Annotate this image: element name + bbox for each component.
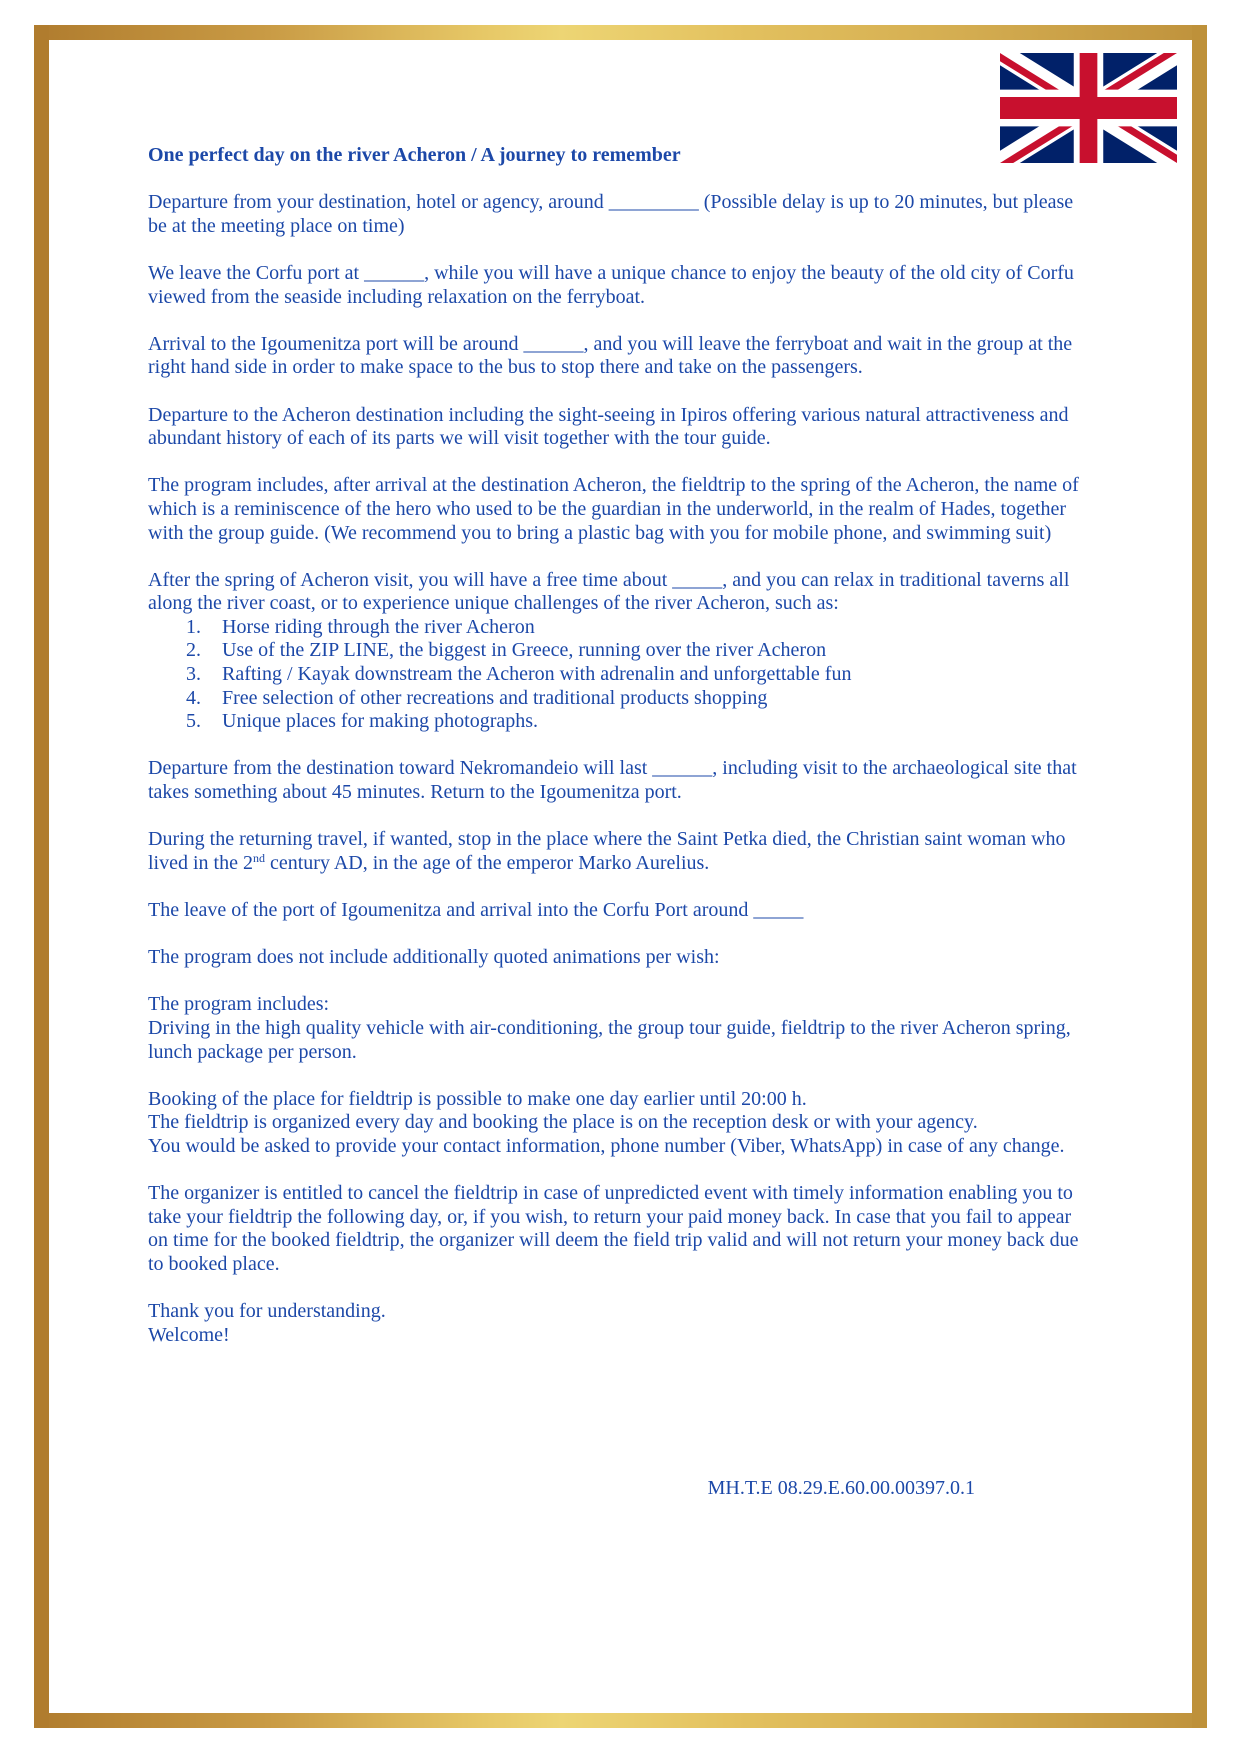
registry-code: MH.T.E 08.29.E.60.00.00397.0.1 <box>707 1477 975 1499</box>
paragraph-departure: Departure from your destination, hotel or agency, around _________ (Possible delay is up to 20 minutes, but please be at the meeting place on time) <box>148 191 1074 237</box>
paragraph-igoumenitza-arrival: Arrival to the Igoumenitza port will be around ______, and you will leave the ferryboat and wait in the group at the right hand side in order to make space to the bus to stop there and take on the passengers. <box>148 332 1073 379</box>
paragraph-return-corfu: The leave of the port of Igoumenitza and arrival into the Corfu Port around _____ <box>148 899 804 921</box>
paragraph-saint-petka: During the returning travel, if wanted, stop in the place where the Saint Petka died, the Christian saint woman who lived in the 2nd century AD, in the age of the emperor Marko Aurelius. <box>148 828 1066 874</box>
list-item: 5. Unique places for making photographs. <box>186 710 539 733</box>
gold-frame-bottom <box>34 1713 1206 1728</box>
list-item: 1. Horse riding through the river Acheron <box>186 615 535 638</box>
gold-frame-left <box>34 25 49 1728</box>
list-item: 2. Use of the ZIP LINE, the biggest in Greece, running over the river Acheron <box>186 639 827 662</box>
list-item: 4. Free selection of other recreations and traditional products shopping <box>186 686 768 709</box>
paragraph-acheron-departure: Departure to the Acheron destination including the sight-seeing in Ipiros offering various natural attractiveness and abundant history of each of its parts we will visit together with the tour guide. <box>148 403 1069 450</box>
paragraph-nekromandeio: Departure from the destination toward Nekromandeio will last ______, including visit to the archaeological site that takes something about 45 minutes. Return to the Igoumenitza port. <box>148 757 1077 804</box>
paragraph-not-included: The program does not include additionally quoted animations per wish: <box>148 946 720 969</box>
gold-frame-right <box>1192 25 1207 1728</box>
paragraph-program-includes: The program includes, after arrival at the destination Acheron, the fieldtrip to the spring of the Acheron, the name of which is a reminiscence of the hero who used to be the guardian in the underworld, in the realm of Hades, together with the group guide. (We recommend you to bring a plastic bag with you for mobile phone, and swimming suit) <box>148 474 1079 544</box>
gold-frame-top <box>34 25 1206 40</box>
paragraph-free-time: After the spring of Acheron visit, you will have a free time about _____, and you can relax in traditional taverns all along the river coast, or to experience unique challenges of the river Acheron, such as: <box>148 568 1070 615</box>
paragraph-corfu-port: We leave the Corfu port at ______, while you will have a unique chance to enjoy the beauty of the old city of Corfu viewed from the seaside including relaxation on the ferryboat. <box>148 261 1074 308</box>
activities-list <box>148 616 1093 734</box>
list-item: 3. Rafting / Kayak downstream the Acheron with adrenalin and unforgettable fun <box>186 663 852 686</box>
paragraph-included: The program includes: Driving in the high quality vehicle with air-conditioning, the group tour guide, fieldtrip to the river Acheron spring, lunch package per person. <box>148 993 1071 1063</box>
paragraph-booking: Booking of the place for fieldtrip is possible to make one day earlier until 20:00 h. The fieldtrip is organized every day and booking the place is on the reception desk or with your agency. You would be asked to provide your contact information, phone number (Viber, WhatsApp) in case of any change. <box>148 1087 1065 1157</box>
paragraph-closing: Thank you for understanding. Welcome! <box>148 1300 386 1346</box>
document-body <box>148 144 1093 1371</box>
paragraph-cancellation: The organizer is entitled to cancel the fieldtrip in case of unpredicted event with timely information enabling you to take your fieldtrip the following day, or, if you wish, to return your paid money back. In case that you fail to appear on time for the booked fieldtrip, the organizer will deem the field trip valid and will not return your money back due to booked place. <box>148 1182 1079 1275</box>
free-time-section <box>148 569 1093 734</box>
document-title: One perfect day on the river Acheron / A journey to remember <box>148 144 681 166</box>
